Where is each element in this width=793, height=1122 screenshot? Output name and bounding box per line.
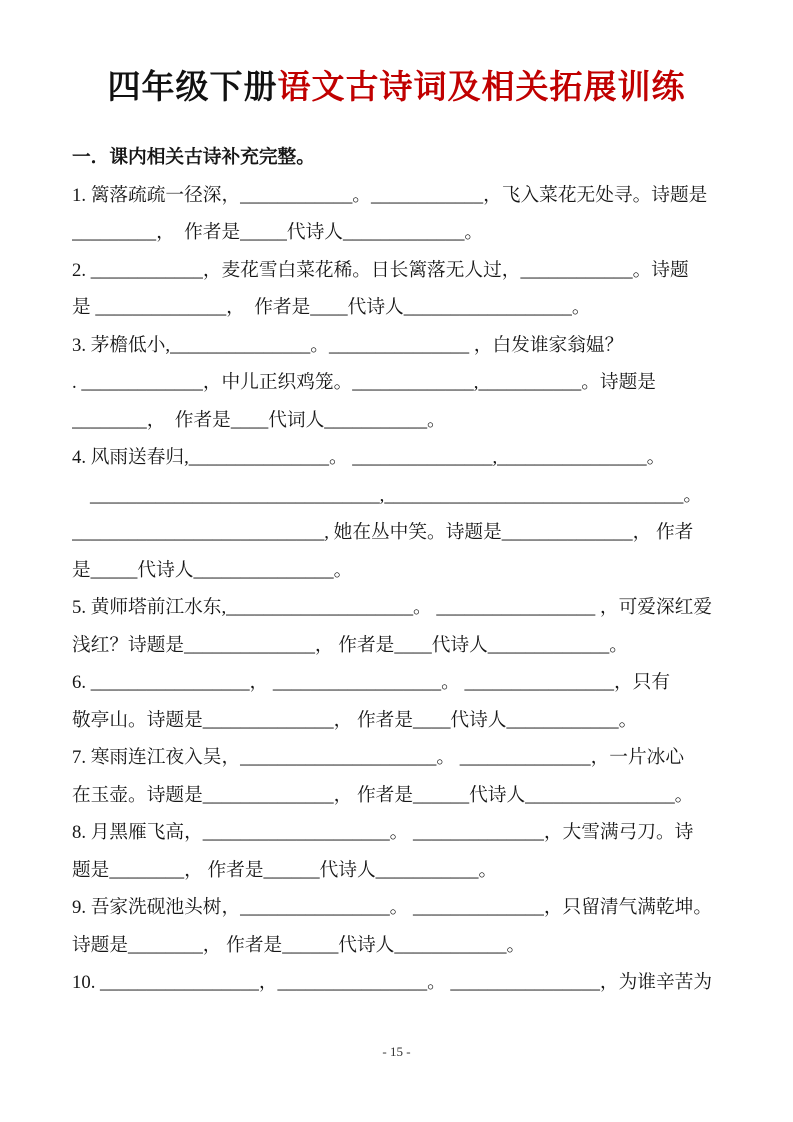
question-8 xyxy=(72,814,763,889)
question-line: 浅红？诗题是______________， 作者是____代诗人_____________。 xyxy=(72,634,628,656)
question-line: ________， 作者是____代词人___________。 xyxy=(72,409,446,431)
page-title xyxy=(0,0,793,106)
question-list xyxy=(72,177,763,1002)
page-number: - 15 - xyxy=(382,1044,411,1059)
question-line: . _____________，中儿正织鸡笼。_____________,___________。诗题是 xyxy=(72,372,656,394)
question-line: 7. 寒雨连江夜入吴，_____________________。 ______________，一片冰心 xyxy=(72,747,685,769)
question-line: _________， 作者是_____代诗人_____________。 xyxy=(72,222,484,244)
question-line: 在玉壶。诗题是______________， 作者是______代诗人________________。 xyxy=(72,784,694,806)
section-one-heading: 一．课内相关古诗补充完整。 xyxy=(72,146,315,168)
question-line: 4. 风雨送春归,_______________。 _______________,________________。 xyxy=(72,447,666,469)
question-3 xyxy=(72,327,763,440)
title-subject-part: 语文古诗词及相关拓展训练 xyxy=(277,68,686,105)
question-line: 敬亭山。诗题是______________， 作者是____代诗人____________。 xyxy=(72,709,638,731)
question-line: 5. 黄师塔前江水东,____________________。 _________________ ，可爱深红爱 xyxy=(72,597,713,619)
question-line: 是 ______________， 作者是____代诗人__________________。 xyxy=(72,297,591,319)
question-10 xyxy=(72,964,763,1002)
question-line: 题是________， 作者是______代诗人___________。 xyxy=(72,859,498,881)
question-line: 2. ____________，麦花雪白菜花稀。日长篱落无人过，____________。诗题 xyxy=(72,259,689,281)
question-line: 1. 篱落疏疏一径深，____________。____________，飞入菜花无处寻。诗题是 xyxy=(72,184,708,206)
question-6 xyxy=(72,664,763,739)
question-line: 8. 月黑雁飞高，____________________。 ______________，大雪满弓刀。诗 xyxy=(72,822,694,844)
question-line: 9. 吾家洗砚池头树，________________。 ______________，只留清气满乾坤。 xyxy=(72,897,713,919)
question-line: 诗题是________， 作者是______代诗人____________。 xyxy=(72,934,526,956)
question-line: 6. _________________， __________________。 ________________，只有 xyxy=(72,672,670,694)
question-line: ___________________________, 她在丛中笑。诗题是______________， 作者 xyxy=(72,522,694,544)
question-7 xyxy=(72,739,763,814)
question-9 xyxy=(72,889,763,964)
title-grade-part: 四年级下册 xyxy=(107,68,278,105)
question-2 xyxy=(72,252,763,327)
question-line: 3. 茅檐低小,_______________。_______________ ，白发谁家翁媪？ xyxy=(72,334,624,356)
question-line: 是_____代诗人_______________。 xyxy=(72,559,353,581)
question-5 xyxy=(72,589,763,664)
question-1 xyxy=(72,177,763,252)
question-4 xyxy=(72,439,763,589)
question-line: _______________________________,________________________________。 xyxy=(90,484,703,506)
question-line: 10. _________________，________________。 ________________，为谁辛苦为 xyxy=(72,972,713,994)
